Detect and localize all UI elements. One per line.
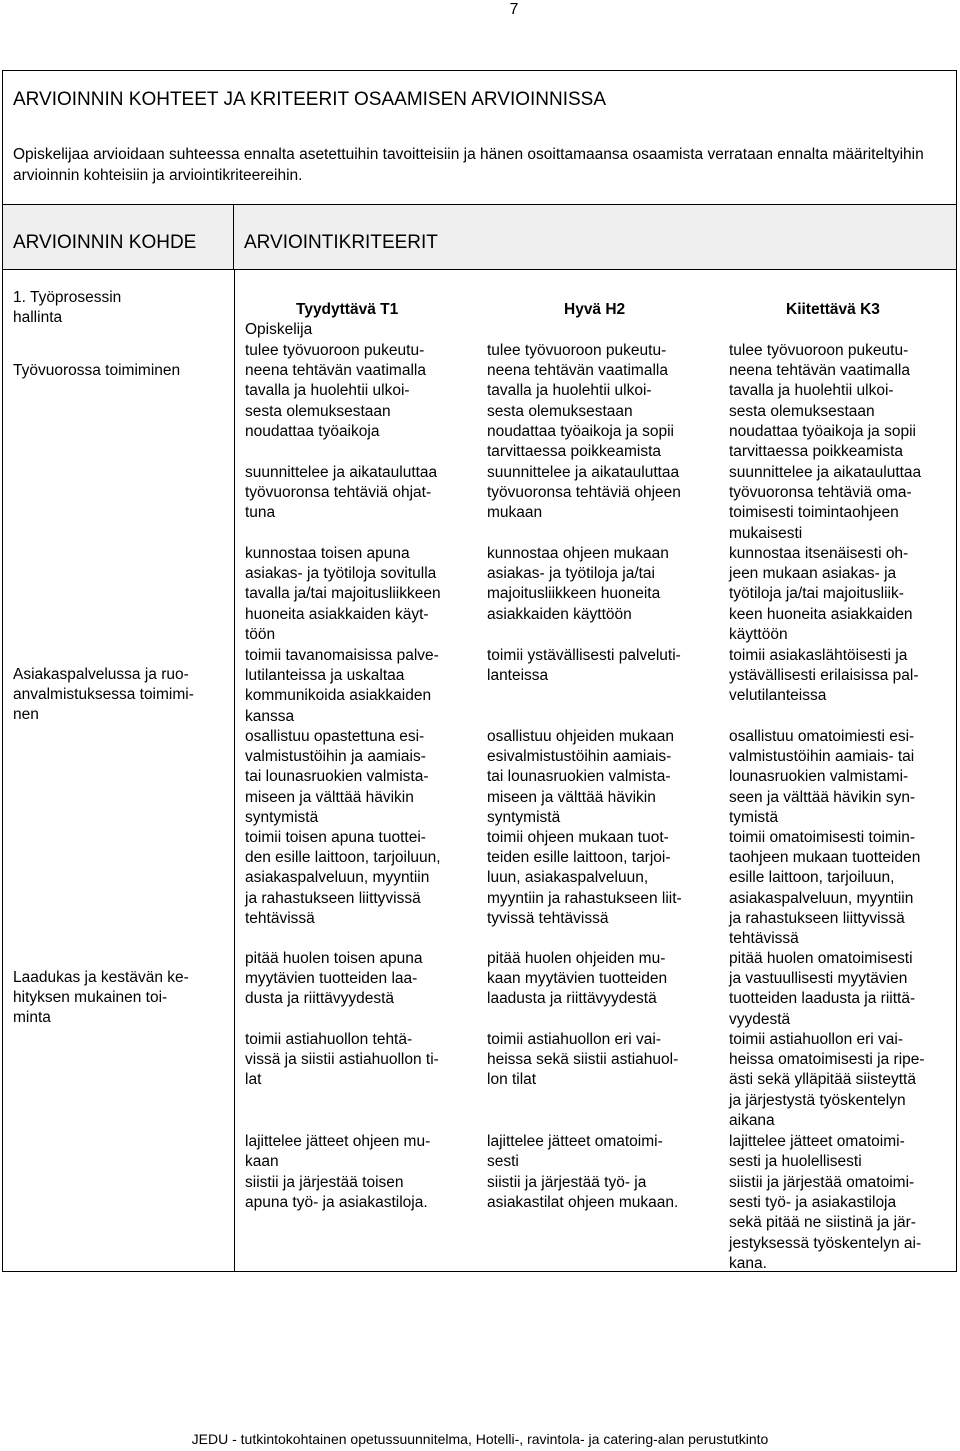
- page-title: ARVIOINNIN KOHTEET JA KRITEERIT OSAAMISEN ARVIOINNISSA: [13, 89, 607, 110]
- criterion-t1: tulee työvuoroon pukeutu- neena tehtävän vaatimalla tavalla ja huolehtii ulkoi- sesta olemuksestaan: [245, 342, 426, 420]
- header-kriteerit-label: ARVIOINTIKRITEERIT: [244, 232, 438, 253]
- criterion-k3: noudattaa työaikoja ja sopii tarvittaessa poikkeamista: [729, 423, 916, 461]
- grade-header-t1: Tyydyttävä T1: [296, 301, 399, 318]
- criterion-h2: tulee työvuoroon pukeutu- neena tehtävän vaatimalla tavalla ja huolehtii ulkoi- sesta olemuksestaan: [487, 342, 668, 420]
- criterion-t1: noudattaa työaikoja: [245, 423, 380, 440]
- header-kohde-label: ARVIOINNIN KOHDE: [13, 232, 197, 253]
- subsection-laadukas: Laadukas ja kestävän ke- hityksen mukainen toi- minta: [13, 969, 189, 1026]
- subsection-asiakaspalvelu: Asiakaspalvelussa ja ruo- anvalmistuksessa toimimi- nen: [13, 666, 194, 723]
- page-number: 7: [509, 1, 519, 18]
- criterion-k3: osallistuu omatoimiesti esi- valmistustöihin aamiais- tai lounasruokien valmistami- seen ja välttää hävikin syn- tymistä: [729, 728, 916, 826]
- column-divider: [234, 270, 235, 1272]
- criterion-h2: toimii ohjeen mukaan tuot- teiden esille laittoon, tarjoi- luun, asiakaspalveluun, myyntiin ja rahastukseen liit- tyvissä tehtävissä: [487, 829, 682, 927]
- assessment-frame: [2, 70, 957, 1272]
- criterion-h2: lajittelee jätteet omatoimi- sesti: [487, 1133, 663, 1171]
- criterion-k3: kunnostaa itsenäisesti oh- jeen mukaan asiakas- ja työtiloja ja/tai majoitusliik- keen huoneita asiakkaiden käyttöön: [729, 545, 913, 643]
- criterion-h2: kunnostaa ohjeen mukaan asiakas- ja työtiloja ja/tai majoitusliikkeen huoneita asiakkaiden käyttöön: [487, 545, 669, 623]
- criterion-h2: toimii ystävällisesti palveluti- lanteissa: [487, 647, 681, 685]
- subsection-tyovuorossa: Työvuorossa toimiminen: [13, 362, 181, 379]
- criterion-k3: pitää huolen omatoimisesti ja vastuullisesti myytävien tuotteiden laadusta ja riittä- vyydestä: [729, 950, 916, 1028]
- header-arvioinnin-kohde: [3, 204, 234, 270]
- criterion-k3: lajittelee jätteet omatoimi- sesti ja huolellisesti: [729, 1133, 905, 1171]
- grade-header-h2: Hyvä H2: [564, 301, 626, 318]
- criterion-k3: suunnittelee ja aikatauluttaa työvuoronsa tehtäviä oma- toimisesti toimintaohjeen mukaisesti: [729, 464, 922, 542]
- grade-header-k3: Kiitettävä K3: [786, 301, 880, 318]
- criterion-h2: pitää huolen ohjeiden mu- kaan myytävien tuotteiden laadusta ja riittävyydestä: [487, 950, 668, 1008]
- criterion-h2: suunnittelee ja aikatauluttaa työvuoronsa tehtäviä ohjeen mukaan: [487, 464, 681, 522]
- criterion-k3: siistii ja järjestää omatoimi- sesti työ- ja asiakastiloja sekä pitää ne siistinä ja jär- jestyksessä työskentelyn ai- kana.: [729, 1174, 922, 1272]
- criterion-k3: toimii astiahuollon eri vai- heissa omatoimisesti ja ripe- ästi sekä ylläpitää siisteyttä ja järjestystä työskentelyn aikana: [729, 1031, 925, 1129]
- header-arviointikriteerit: [234, 204, 956, 270]
- criterion-h2: toimii astiahuollon eri vai- heissa sekä siistii astiahuol- lon tilat: [487, 1031, 679, 1089]
- criterion-t1: kunnostaa toisen apuna asiakas- ja työtiloja sovitulla tavalla ja/tai majoitusliikkeen huoneita asiakkaiden käyt- töön: [245, 545, 441, 643]
- criterion-h2: noudattaa työaikoja ja sopii tarvittaessa poikkeamista: [487, 423, 674, 461]
- criterion-t1: siistii ja järjestää toisen apuna työ- ja asiakastiloja.: [245, 1174, 428, 1212]
- criterion-t1: lajittelee jätteet ohjeen mu- kaan: [245, 1133, 431, 1171]
- criterion-t1: suunnittelee ja aikatauluttaa työvuoronsa tehtäviä ohjat- tuna: [245, 464, 438, 522]
- criterion-h2: osallistuu ohjeiden mukaan esivalmistustöihin aamiais- tai lounasruokien valmista- miseen ja välttää hävikin syntymistä: [487, 728, 674, 826]
- criterion-t1: toimii tavanomaisissa palve- lutilanteissa ja uskaltaa kommunikoida asiakkaiden kanssa: [245, 647, 439, 725]
- intro-paragraph: Opiskelijaa arvioidaan suhteessa ennalta asetettuihin tavoitteisiin ja hänen osoittamaansa osaamista verrataan ennalta määriteltyihin arvioinnin kohteisiin ja arviointikriteereihin.: [13, 146, 924, 184]
- criterion-k3: toimii asiakaslähtöisesti ja ystävällisesti erilaisissa pal- velutilanteissa: [729, 647, 919, 705]
- criterion-k3: toimii omatoimisesti toimin- taohjeen mukaan tuotteiden esille laittoon, tarjoiluun, asiakaspalveluun, myyntiin ja rahastukseen liittyvissä tehtävissä: [729, 829, 921, 948]
- criterion-t1: pitää huolen toisen apuna myytävien tuotteiden laa- dusta ja riittävyydestä: [245, 950, 423, 1008]
- criterion-t1: toimii toisen apuna tuottei- den esille laittoon, tarjoiluun, asiakaspalveluun, myyntiin ja rahastukseen liittyvissä tehtävissä: [245, 829, 441, 927]
- criterion-k3: tulee työvuoroon pukeutu- neena tehtävän vaatimalla tavalla ja huolehtii ulkoi- sesta olemuksestaan: [729, 342, 910, 420]
- criterion-h2: siistii ja järjestää työ- ja asiakastilat ohjeen mukaan.: [487, 1174, 679, 1212]
- criterion-t1: toimii astiahuollon tehtä- vissä ja siistii astiahuollon ti- lat: [245, 1031, 439, 1089]
- page-footer: JEDU - tutkintokohtainen opetussuunnitelma, Hotelli-, ravintola- ja catering-alan perustutkinto: [191, 1431, 769, 1447]
- opiskelija-label: Opiskelija: [245, 321, 313, 338]
- section-tyoprosessin-hallinta: 1. Työprosessin hallinta: [13, 289, 122, 326]
- criterion-t1: osallistuu opastettuna esi- valmistustöihin ja aamiais- tai lounasruokien valmista- miseen ja välttää hävikin syntymistä: [245, 728, 429, 826]
